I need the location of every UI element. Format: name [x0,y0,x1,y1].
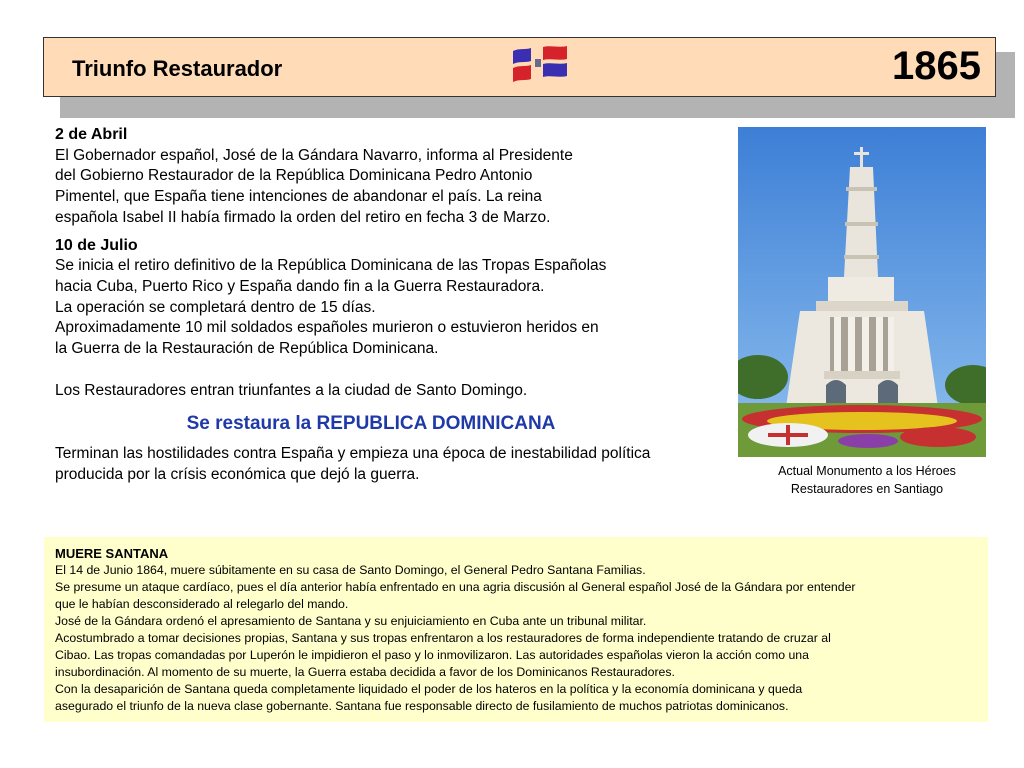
restaura-heading: Se restaura la REPUBLICA DOMINICANA [186,413,556,435]
santana-line: insubordinación. Al momento de su muerte, la Guerra estaba decidida a favor de los Dominicanos Restauradores. [55,665,675,679]
caption-line: Actual Monumento a los Héroes [778,464,956,478]
photo-caption [738,462,996,498]
santana-line: Con la desaparición de Santana queda completamente liquidado el poder de los hateros en la política y la economía dominicana y queda [55,682,803,696]
event-line: la Guerra de la Restauración de República Dominicana. [55,340,439,358]
dominican-flag-icon [511,45,569,83]
santana-line: José de la Gándara ordenó el apresamiento de Santana y su enjuiciamiento en Cuba ante un tribunal militar. [55,614,647,628]
monument-photo [738,127,986,457]
santana-line: Se presume un ataque cardíaco, pues el día anterior había enfrentado en una agria discusión al General español José de la Gándara por entender [55,580,856,594]
santana-title: MUERE SANTANA [55,546,169,561]
closing-line: Terminan las hostilidades contra España y empieza una época de inestabilidad política [55,445,651,463]
santana-box [44,537,988,722]
event-date: 10 de Julio [55,236,138,254]
santana-line: asegurado el triunfo de la nueva clase gobernante. Santana fue responsable directo de fusilamiento de muchos patriotas dominicanos. [55,699,789,713]
timeline-text [55,125,725,486]
event-line: Se inicia el retiro definitivo de la República Dominicana de las Tropas Españolas [55,257,607,275]
santana-line: Acostumbrado a tomar decisiones propias, Santana y sus tropas enfrentaron a los restauradores de forma independiente tratando de cruzar al [55,631,831,645]
event-date: 2 de Abril [55,126,128,143]
santana-line: Cibao. Las tropas comandadas por Luperón le impidieron el paso y lo inmovilizaron. Las autoridades españolas vieron la acción como una [55,648,809,662]
event-line: hacia Cuba, Puerto Rico y España dando fin a la Guerra Restauradora. [55,277,545,295]
header-year: 1865 [892,44,981,88]
event-line: La operación se completará dentro de 15 días. [55,298,376,316]
caption-line: Restauradores en Santiago [790,482,944,496]
event-line: Pimentel, que España tiene intenciones de abandonar el país. La reina [55,188,542,206]
event-line: del Gobierno Restaurador de la República Dominicana Pedro Antonio [55,167,533,185]
santana-line: El 14 de Junio 1864, muere súbitamente en su casa de Santo Domingo, el General Pedro Santana Familias. [55,563,646,577]
event-line: El Gobernador español, José de la Gándara Navarro, informa al Presidente [55,146,573,164]
closing-line: producida por la crísis económica que dejó la guerra. [55,466,420,484]
header-title: Triunfo Restaurador [72,56,283,81]
event-line: española Isabel II había firmado la orden del retiro en fecha 3 de Marzo. [55,208,551,226]
santana-line: que le habían desconsiderado al relegarlo del mando. [55,597,349,611]
event-line: Aproximadamente 10 mil soldados españoles murieron o estuvieron heridos en [55,319,599,337]
header-banner [43,37,996,97]
entry-line: Los Restauradores entran triunfantes a la ciudad de Santo Domingo. [55,381,528,399]
